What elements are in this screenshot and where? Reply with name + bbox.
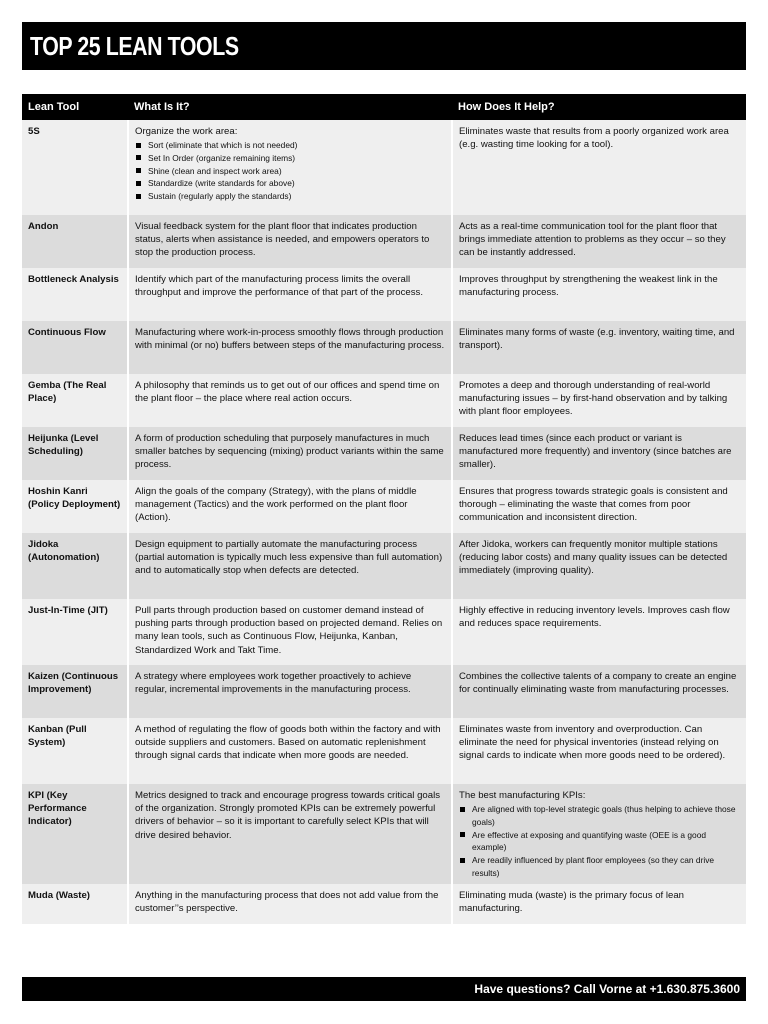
table-header-row: [22, 94, 746, 120]
cell-lean-tool: Jidoka (Autonomation): [22, 533, 128, 599]
cell-lean-tool: Just-In-Time (JIT): [22, 599, 128, 665]
table-row: [22, 374, 746, 427]
title-bar: [22, 22, 746, 70]
cell-lean-tool: Bottleneck Analysis: [22, 268, 128, 321]
cell-how-does-it-help: [452, 718, 746, 784]
page-title: TOP 25 LEAN TOOLS: [30, 30, 239, 61]
what-text: A philosophy that reminds us to get out of our offices and spend time on the plant floor – the place where real action occurs.: [135, 380, 440, 405]
table-row: [22, 427, 746, 480]
cell-what-is-it: [128, 718, 452, 784]
footer-bar: [22, 977, 746, 1001]
cell-how-does-it-help: [452, 784, 746, 884]
list-item: Set In Order (organize remaining items): [135, 152, 445, 165]
help-bullet-list: [459, 803, 740, 879]
cell-lean-tool: Heijunka (Level Scheduling): [22, 427, 128, 480]
cell-how-does-it-help: [452, 120, 746, 215]
table-row: [22, 480, 746, 533]
cell-how-does-it-help: [452, 533, 746, 599]
table-row: [22, 884, 746, 924]
cell-what-is-it: [128, 665, 452, 718]
table-row: [22, 321, 746, 374]
help-text: Improves throughput by strengthening the weakest link in the manufacturing process.: [459, 274, 718, 299]
help-text: Eliminating muda (waste) is the primary focus of lean manufacturing.: [459, 890, 685, 915]
what-text: A form of production scheduling that purposely manufactures in much smaller batches by sequencing (mixing) product variants within the same process.: [135, 433, 444, 471]
cell-what-is-it: [128, 120, 452, 215]
cell-what-is-it: [128, 215, 452, 268]
column-header-how-does-it-help: How Does It Help?: [452, 94, 746, 120]
cell-what-is-it: [128, 268, 452, 321]
cell-what-is-it: [128, 884, 452, 924]
table-row: [22, 268, 746, 321]
table-row: [22, 784, 746, 884]
what-text: Identify which part of the manufacturing process limits the overall throughput and improve the performance of that part of the process.: [135, 274, 423, 299]
what-text: Visual feedback system for the plant floor that indicates production status, alerts when assistance is needed, and empowers operators to stop the production process.: [135, 221, 430, 259]
what-text: Pull parts through production based on customer demand instead of pushing parts through production based on projected demand. Relies on many lean tools, such as Continuous Flow, Heijunka, Kanban, Standardized Work and Takt Time.: [135, 605, 443, 656]
what-text: Organize the work area:: [135, 126, 238, 137]
cell-how-does-it-help: [452, 321, 746, 374]
what-text: Design equipment to partially automate the manufacturing process (partial automation is typically much less expensive than full automation) and to automatically stop when defects are detected.: [135, 539, 443, 577]
table-row: [22, 215, 746, 268]
cell-lean-tool: Andon: [22, 215, 128, 268]
table-row: [22, 718, 746, 784]
cell-how-does-it-help: [452, 427, 746, 480]
help-text: Eliminates waste that results from a poorly organized work area (e.g. wasting time looking for a tool).: [459, 126, 729, 151]
cell-how-does-it-help: [452, 215, 746, 268]
list-item: Are effective at exposing and quantifying waste (OEE is a good example): [459, 829, 740, 854]
cell-how-does-it-help: [452, 665, 746, 718]
cell-what-is-it: [128, 374, 452, 427]
table-row: [22, 533, 746, 599]
help-text: Eliminates waste from inventory and overproduction. Can eliminate the need for physical inventories (instead relying on signal cards to indicate when more goods need to be ordered).: [459, 724, 726, 762]
list-item: Sort (eliminate that which is not needed): [135, 139, 445, 152]
help-text: The best manufacturing KPIs:: [459, 790, 586, 801]
what-text: A strategy where employees work together proactively to achieve regular, incremental improvements in the manufacturing process.: [135, 671, 412, 696]
list-item: Are aligned with top-level strategic goals (thus helping to achieve those goals): [459, 803, 740, 828]
cell-how-does-it-help: [452, 268, 746, 321]
help-text: After Jidoka, workers can frequently monitor multiple stations (reducing labor costs) and many quality issues can be detected immediately (improving quality).: [459, 539, 728, 577]
help-text: Highly effective in reducing inventory levels. Improves cash flow and reduces space requirements.: [459, 605, 730, 630]
cell-how-does-it-help: [452, 884, 746, 924]
cell-lean-tool: Kanban (Pull System): [22, 718, 128, 784]
footer-contact-text: Have questions? Call Vorne at +1.630.875.3600: [474, 982, 740, 996]
lean-tools-table: [22, 94, 746, 924]
cell-how-does-it-help: [452, 480, 746, 533]
cell-what-is-it: [128, 533, 452, 599]
list-item: Standardize (write standards for above): [135, 177, 445, 190]
cell-lean-tool: Gemba (The Real Place): [22, 374, 128, 427]
cell-lean-tool: Kaizen (Continuous Improvement): [22, 665, 128, 718]
table-row: [22, 665, 746, 718]
help-text: Reduces lead times (since each product or variant is manufactured more frequently) and inventory (since batches are smaller).: [459, 433, 732, 471]
cell-how-does-it-help: [452, 599, 746, 665]
column-header-lean-tool: Lean Tool: [22, 94, 128, 120]
list-item: Are readily influenced by plant floor employees (so they can drive results): [459, 854, 740, 879]
list-item: Sustain (regularly apply the standards): [135, 190, 445, 203]
help-text: Ensures that progress towards strategic goals is consistent and thorough – eliminating the waste that comes from poor communication and inconsistent direction.: [459, 486, 728, 524]
what-text: Anything in the manufacturing process that does not add value from the customer’’s perspective.: [135, 890, 439, 915]
help-text: Promotes a deep and thorough understanding of real-world manufacturing issues – by first-hand observation and by talking with plant floor employees.: [459, 380, 728, 418]
help-text: Combines the collective talents of a company to create an engine for continually eliminating waste from manufacturing processes.: [459, 671, 737, 696]
cell-what-is-it: [128, 321, 452, 374]
cell-what-is-it: [128, 480, 452, 533]
cell-what-is-it: [128, 599, 452, 665]
cell-lean-tool: 5S: [22, 120, 128, 215]
what-text: Align the goals of the company (Strategy), with the plans of middle management (Tactics) and the work performed on the plant floor (Action).: [135, 486, 417, 524]
table-row: [22, 599, 746, 665]
cell-how-does-it-help: [452, 374, 746, 427]
cell-lean-tool: KPI (Key Performance Indicator): [22, 784, 128, 884]
table-row: [22, 120, 746, 215]
what-bullet-list: [135, 139, 445, 203]
column-header-what-is-it: What Is It?: [128, 94, 452, 120]
cell-what-is-it: [128, 427, 452, 480]
what-text: Metrics designed to track and encourage progress towards critical goals of the organization. Strongly promoted KPIs can be extremely powerful drivers of behavior – so it is important to carefully select KPIs that will drive desired behavior.: [135, 790, 441, 841]
help-text: Eliminates many forms of waste (e.g. inventory, waiting time, and transport).: [459, 327, 735, 352]
list-item: Shine (clean and inspect work area): [135, 165, 445, 178]
cell-what-is-it: [128, 784, 452, 884]
cell-lean-tool: Hoshin Kanri (Policy Deployment): [22, 480, 128, 533]
what-text: A method of regulating the flow of goods both within the factory and with outside suppliers and customers. Based on automatic replenishment through signal cards that indicate when more goods are needed.: [135, 724, 441, 762]
what-text: Manufacturing where work-in-process smoothly flows through production with minimal (or no) buffers between steps of the manufacturing process.: [135, 327, 445, 352]
help-text: Acts as a real-time communication tool for the plant floor that brings immediate attention to problems as they occur – so they can be instantly addressed.: [459, 221, 726, 259]
cell-lean-tool: Continuous Flow: [22, 321, 128, 374]
cell-lean-tool: Muda (Waste): [22, 884, 128, 924]
